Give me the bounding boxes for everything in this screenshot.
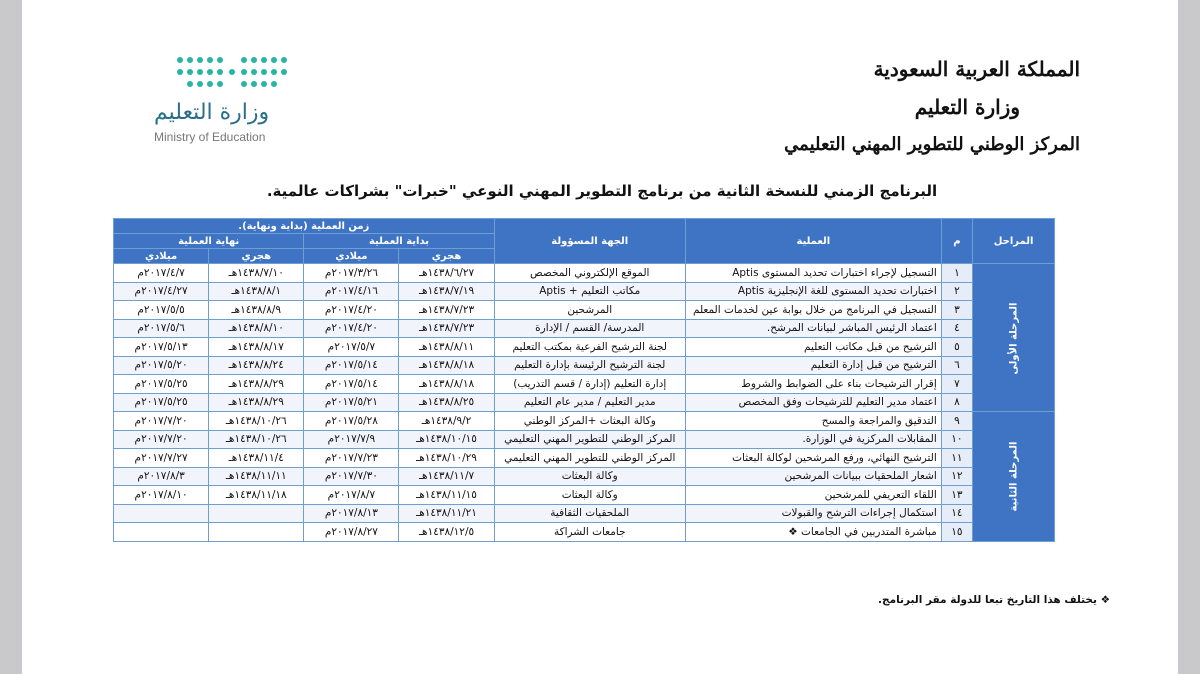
end-hijri-cell: ١٤٣٨/٨/٩هـ bbox=[209, 301, 304, 320]
page-title: البرنامج الزمني للنسخة الثانية من برنامج التطوير المهني النوعي "خبرات" بشراكات عالمية. bbox=[266, 182, 938, 200]
start-gregorian-cell: ٢٠١٧/٨/١٣م bbox=[304, 504, 399, 523]
table-row bbox=[114, 412, 1055, 431]
table-row bbox=[114, 338, 1055, 357]
end-hijri-cell: ١٤٣٨/٧/١٠هـ bbox=[209, 264, 304, 283]
responsible-cell: مدير التعليم / مدير عام التعليم bbox=[494, 393, 685, 412]
start-hijri-cell: ١٤٣٨/١٢/٥هـ bbox=[399, 523, 494, 542]
start-hijri-cell: ١٤٣٨/٧/١٩هـ bbox=[399, 282, 494, 301]
table-row bbox=[114, 301, 1055, 320]
phase-cell bbox=[973, 264, 1055, 412]
end-gregorian-cell: ٢٠١٧/٥/٢٥م bbox=[114, 375, 209, 394]
end-hijri-cell: ١٤٣٨/٨/١٧هـ bbox=[209, 338, 304, 357]
footnote: ❖ يختلف هذا التاريخ تبعا للدولة مقر البرنامج. bbox=[878, 594, 1110, 606]
start-gregorian-cell: ٢٠١٧/٤/٢٠م bbox=[304, 301, 399, 320]
end-gregorian-cell: ٢٠١٧/٥/٦م bbox=[114, 319, 209, 338]
header-end: نهاية العملية bbox=[114, 234, 304, 249]
row-number: ٧ bbox=[941, 375, 972, 394]
table-row bbox=[114, 449, 1055, 468]
phase-label: المرحلة الثانية bbox=[1008, 441, 1020, 512]
operation-cell: التدقيق والمراجعة والمسح bbox=[685, 412, 941, 431]
end-gregorian-cell: ٢٠١٧/٧/٢٠م bbox=[114, 430, 209, 449]
table-row bbox=[114, 319, 1055, 338]
row-number: ٦ bbox=[941, 356, 972, 375]
org-header bbox=[740, 50, 1080, 164]
end-hijri-cell: ١٤٣٨/٨/٢٩هـ bbox=[209, 393, 304, 412]
end-gregorian-cell: ٢٠١٧/٥/١٣م bbox=[114, 338, 209, 357]
start-hijri-cell: ١٤٣٨/٨/١١هـ bbox=[399, 338, 494, 357]
start-hijri-cell: ١٤٣٨/٩/٢هـ bbox=[399, 412, 494, 431]
start-hijri-cell: ١٤٣٨/٧/٢٣هـ bbox=[399, 301, 494, 320]
start-hijri-cell: ١٤٣٨/١٠/١٥هـ bbox=[399, 430, 494, 449]
ministry-logo bbox=[114, 48, 274, 148]
operation-cell: مباشرة المتدربين في الجامعات ❖ bbox=[685, 523, 941, 542]
center-name: المركز الوطني للتطوير المهني التعليمي bbox=[784, 134, 1080, 155]
end-hijri-cell bbox=[209, 523, 304, 542]
table-row bbox=[114, 356, 1055, 375]
responsible-cell: الموقع الإلكتروني المخصص bbox=[494, 264, 685, 283]
start-gregorian-cell: ٢٠١٧/٥/٢١م bbox=[304, 393, 399, 412]
end-hijri-cell: ١٤٣٨/٨/١٠هـ bbox=[209, 319, 304, 338]
operation-cell: استكمال إجراءات الترشح والقبولات bbox=[685, 504, 941, 523]
operation-cell: اللقاء التعريفي للمرشحين bbox=[685, 486, 941, 505]
responsible-cell: لجنة الترشيح الفرعية بمكتب التعليم bbox=[494, 338, 685, 357]
end-gregorian-cell: ٢٠١٧/٥/٢٠م bbox=[114, 356, 209, 375]
start-gregorian-cell: ٢٠١٧/٧/٣٠م bbox=[304, 467, 399, 486]
end-gregorian-cell: ٢٠١٧/٨/١٠م bbox=[114, 486, 209, 505]
operation-cell: الترشيح من قبل إدارة التعليم bbox=[685, 356, 941, 375]
start-gregorian-cell: ٢٠١٧/٤/١٦م bbox=[304, 282, 399, 301]
responsible-cell: المرشحين bbox=[494, 301, 685, 320]
table-row bbox=[114, 282, 1055, 301]
start-gregorian-cell: ٢٠١٧/٤/٢٠م bbox=[304, 319, 399, 338]
responsible-cell: لجنة الترشيح الرئيسة بإدارة التعليم bbox=[494, 356, 685, 375]
row-number: ١٢ bbox=[941, 467, 972, 486]
row-number: ١٠ bbox=[941, 430, 972, 449]
table-row bbox=[114, 430, 1055, 449]
start-hijri-cell: ١٤٣٨/١١/٧هـ bbox=[399, 467, 494, 486]
header-end-gregorian: ميلادي bbox=[114, 249, 209, 264]
end-hijri-cell: ١٤٣٨/١١/١٨هـ bbox=[209, 486, 304, 505]
responsible-cell: وكالة البعثات bbox=[494, 486, 685, 505]
end-gregorian-cell bbox=[114, 504, 209, 523]
header-start-gregorian: ميلادي bbox=[304, 249, 399, 264]
header-time: زمن العملية (بداية ونهاية). bbox=[114, 219, 495, 234]
kingdom-name: المملكة العربية السعودية bbox=[873, 57, 1080, 81]
end-hijri-cell: ١٤٣٨/٨/٢٩هـ bbox=[209, 375, 304, 394]
start-hijri-cell: ١٤٣٨/١١/٢١هـ bbox=[399, 504, 494, 523]
ministry-name-english: Ministry of Education bbox=[154, 130, 266, 144]
end-hijri-cell: ١٤٣٨/١١/٤هـ bbox=[209, 449, 304, 468]
operation-cell: المقابلات المركزية في الوزارة. bbox=[685, 430, 941, 449]
responsible-cell: المدرسة/ القسم / الإدارة bbox=[494, 319, 685, 338]
responsible-cell: المركز الوطني للتطوير المهني التعليمي bbox=[494, 430, 685, 449]
row-number: ٥ bbox=[941, 338, 972, 357]
ministry-name: وزارة التعليم bbox=[914, 95, 1020, 119]
end-hijri-cell: ١٤٣٨/١٠/٢٦هـ bbox=[209, 412, 304, 431]
operation-cell: الترشيح من قبل مكاتب التعليم bbox=[685, 338, 941, 357]
table-row bbox=[114, 264, 1055, 283]
header-start-hijri: هجري bbox=[399, 249, 494, 264]
ministry-name-arabic: وزارة التعليم bbox=[154, 100, 270, 125]
start-gregorian-cell: ٢٠١٧/٥/١٤م bbox=[304, 356, 399, 375]
end-gregorian-cell: ٢٠١٧/٤/٢٧م bbox=[114, 282, 209, 301]
row-number: ٤ bbox=[941, 319, 972, 338]
phase-cell bbox=[973, 412, 1055, 542]
row-number: ١٥ bbox=[941, 523, 972, 542]
header-end-hijri: هجري bbox=[209, 249, 304, 264]
operation-cell: اعتماد الرئيس المباشر لبيانات المرشح. bbox=[685, 319, 941, 338]
operation-cell: التسجيل لإجراء اختبارات تحديد المستوى Aptis bbox=[685, 264, 941, 283]
start-hijri-cell: ١٤٣٨/٦/٢٧هـ bbox=[399, 264, 494, 283]
end-gregorian-cell: ٢٠١٧/٤/٧م bbox=[114, 264, 209, 283]
responsible-cell: وكالة البعثات +المركز الوطني bbox=[494, 412, 685, 431]
start-gregorian-cell: ٢٠١٧/٨/٢٧م bbox=[304, 523, 399, 542]
table-row bbox=[114, 523, 1055, 542]
start-gregorian-cell: ٢٠١٧/٥/١٤م bbox=[304, 375, 399, 394]
header-operation: العملية bbox=[685, 219, 941, 264]
responsible-cell: مكاتب التعليم + Aptis bbox=[494, 282, 685, 301]
start-hijri-cell: ١٤٣٨/١٠/٢٩هـ bbox=[399, 449, 494, 468]
schedule-body bbox=[114, 264, 1055, 542]
start-gregorian-cell: ٢٠١٧/٣/٢٦م bbox=[304, 264, 399, 283]
table-row bbox=[114, 486, 1055, 505]
logo-dots-icon bbox=[174, 54, 294, 90]
operation-cell: الترشيح النهائي، ورفع المرشحين لوكالة البعثات bbox=[685, 449, 941, 468]
operation-cell: التسجيل في البرنامج من خلال بوابة عين لخدمات المعلم bbox=[685, 301, 941, 320]
row-number: ٣ bbox=[941, 301, 972, 320]
responsible-cell: جامعات الشراكة bbox=[494, 523, 685, 542]
phase-label: المرحلة الأولى bbox=[1008, 302, 1020, 374]
row-number: ٩ bbox=[941, 412, 972, 431]
operation-cell: إقرار الترشيحات بناء على الضوابط والشروط bbox=[685, 375, 941, 394]
responsible-cell: المركز الوطني للتطوير المهني التعليمي bbox=[494, 449, 685, 468]
row-number: ١١ bbox=[941, 449, 972, 468]
table-row bbox=[114, 375, 1055, 394]
table-row bbox=[114, 467, 1055, 486]
start-hijri-cell: ١٤٣٨/٨/١٨هـ bbox=[399, 375, 494, 394]
end-gregorian-cell: ٢٠١٧/٧/٢٠م bbox=[114, 412, 209, 431]
end-gregorian-cell: ٢٠١٧/٧/٢٧م bbox=[114, 449, 209, 468]
row-number: ١ bbox=[941, 264, 972, 283]
row-number: ١٤ bbox=[941, 504, 972, 523]
end-gregorian-cell: ٢٠١٧/٥/٥م bbox=[114, 301, 209, 320]
header-num: م bbox=[941, 219, 972, 264]
row-number: ١٣ bbox=[941, 486, 972, 505]
start-gregorian-cell: ٢٠١٧/٧/٩م bbox=[304, 430, 399, 449]
responsible-cell: الملحقيات الثقافية bbox=[494, 504, 685, 523]
row-number: ٨ bbox=[941, 393, 972, 412]
schedule-table bbox=[113, 218, 1055, 542]
start-hijri-cell: ١٤٣٨/٨/٢٥هـ bbox=[399, 393, 494, 412]
end-hijri-cell: ١٤٣٨/١٠/٢٦هـ bbox=[209, 430, 304, 449]
end-hijri-cell bbox=[209, 504, 304, 523]
start-gregorian-cell: ٢٠١٧/٧/٢٣م bbox=[304, 449, 399, 468]
start-gregorian-cell: ٢٠١٧/٥/٧م bbox=[304, 338, 399, 357]
start-hijri-cell: ١٤٣٨/٨/١٨هـ bbox=[399, 356, 494, 375]
end-hijri-cell: ١٤٣٨/١١/١١هـ bbox=[209, 467, 304, 486]
operation-cell: اختبارات تحديد المستوى للغة الإنجليزية Aptis bbox=[685, 282, 941, 301]
end-hijri-cell: ١٤٣٨/٨/٢٤هـ bbox=[209, 356, 304, 375]
table-row bbox=[114, 504, 1055, 523]
operation-cell: اعتماد مدير التعليم للترشيحات وفق المخصص bbox=[685, 393, 941, 412]
responsible-cell: وكالة البعثات bbox=[494, 467, 685, 486]
header-phase: المراحل bbox=[973, 219, 1055, 264]
start-gregorian-cell: ٢٠١٧/٨/٧م bbox=[304, 486, 399, 505]
header-start: بداية العملية bbox=[304, 234, 494, 249]
header-responsible: الجهة المسؤولة bbox=[494, 219, 685, 264]
row-number: ٢ bbox=[941, 282, 972, 301]
end-gregorian-cell: ٢٠١٧/٥/٢٥م bbox=[114, 393, 209, 412]
start-hijri-cell: ١٤٣٨/٧/٢٣هـ bbox=[399, 319, 494, 338]
responsible-cell: إدارة التعليم (إدارة / قسم التدريب) bbox=[494, 375, 685, 394]
end-gregorian-cell: ٢٠١٧/٨/٣م bbox=[114, 467, 209, 486]
start-gregorian-cell: ٢٠١٧/٥/٢٨م bbox=[304, 412, 399, 431]
end-hijri-cell: ١٤٣٨/٨/١هـ bbox=[209, 282, 304, 301]
end-gregorian-cell bbox=[114, 523, 209, 542]
table-row bbox=[114, 393, 1055, 412]
start-hijri-cell: ١٤٣٨/١١/١٥هـ bbox=[399, 486, 494, 505]
operation-cell: اشعار الملحقيات ببيانات المرشحين bbox=[685, 467, 941, 486]
